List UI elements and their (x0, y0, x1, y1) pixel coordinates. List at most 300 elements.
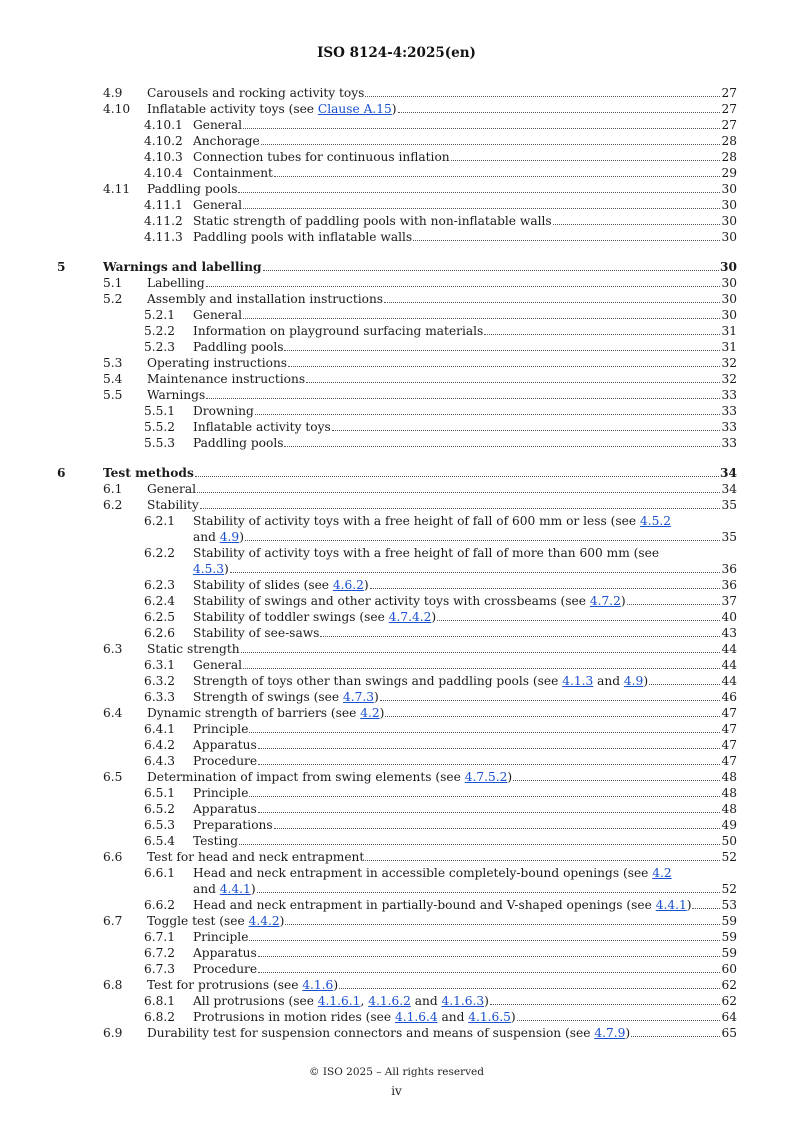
entry-page-number: 59 (721, 914, 737, 928)
entry-page-number: 46 (721, 690, 737, 704)
entry-title (193, 577, 369, 593)
toc-entry[interactable] (103, 929, 737, 945)
entry-page-number: 48 (721, 770, 737, 784)
leader-dots (631, 1035, 720, 1037)
entry-title (193, 625, 319, 641)
entry-title (147, 641, 240, 657)
toc-entry[interactable] (103, 865, 737, 881)
entry-title-continuation (193, 529, 244, 545)
entry-title-text: Warnings (147, 388, 206, 402)
entry-page-number: 53 (721, 898, 737, 912)
entry-page-number: 28 (721, 150, 737, 164)
entry-title (193, 673, 648, 689)
leader-dots (195, 475, 719, 477)
entry-title (193, 993, 489, 1009)
entry-number: 4.9 (103, 86, 123, 100)
entry-title (193, 513, 671, 529)
entry-page-number: 29 (721, 166, 737, 180)
entry-page-number: 30 (721, 182, 737, 196)
entry-title-text: Preparations (193, 818, 273, 832)
entry-title-text: Static strength (147, 642, 240, 656)
leader-dots (380, 699, 721, 701)
leader-dots (370, 587, 721, 589)
entry-number: 6.8.2 (144, 1010, 176, 1024)
toc-entry[interactable] (103, 165, 737, 181)
leader-dots (258, 971, 720, 973)
entry-page-number: 44 (721, 658, 737, 672)
entry-title-text: Strength of toys other than swings and paddling pools (see (193, 674, 563, 688)
toc-entry[interactable] (103, 689, 737, 705)
entry-title (193, 689, 379, 705)
entry-page-number: 34 (720, 466, 737, 480)
toc-entry[interactable] (103, 133, 737, 149)
leader-dots (255, 413, 721, 415)
entry-title (193, 133, 260, 149)
entry-title-text: Paddling pools with inflatable walls (193, 230, 413, 244)
cross-reference-link[interactable]: 4.4.2 (248, 914, 280, 928)
entry-title-text: Procedure (193, 962, 258, 976)
entry-title-text: Stability of toddler swings (see (193, 610, 389, 624)
leader-dots (517, 1019, 721, 1021)
toc-entry[interactable] (103, 1009, 737, 1025)
entry-title (147, 371, 305, 387)
toc-entry[interactable] (103, 961, 737, 977)
entry-number: 5.2.2 (144, 324, 176, 338)
toc-entry[interactable] (103, 1025, 737, 1041)
cross-reference-link[interactable]: 4.1.3 (562, 674, 594, 688)
leader-dots (365, 95, 720, 97)
entry-title-text: Inflatable activity toys (193, 420, 331, 434)
entry-title-text: Head and neck entrapment in partially-bound and V-shaped openings (see (193, 898, 656, 912)
leader-dots (258, 763, 720, 765)
entry-number: 4.10.4 (144, 166, 183, 180)
toc-entry[interactable] (103, 801, 737, 817)
toc-entry[interactable] (103, 673, 737, 689)
leader-dots (243, 317, 720, 319)
leader-dots (627, 603, 721, 605)
entry-page-number: 48 (721, 786, 737, 800)
entry-page-number: 44 (721, 642, 737, 656)
entry-page-number: 40 (721, 610, 737, 624)
entry-title (147, 705, 384, 721)
entry-title-text: Stability of swings and other activity toys with crossbeams (see (193, 594, 590, 608)
toc-entry[interactable] (103, 307, 737, 323)
entry-title (147, 1025, 630, 1041)
toc-entry[interactable] (103, 705, 737, 721)
entry-title (193, 435, 283, 451)
entry-number: 6.5.4 (144, 834, 176, 848)
toc-entry[interactable] (57, 465, 737, 481)
leader-dots (258, 747, 721, 749)
entry-page-number: 49 (721, 818, 737, 832)
entry-number: 4.11.1 (144, 198, 183, 212)
entry-number: 6.5.3 (144, 818, 176, 832)
entry-title (103, 465, 194, 481)
entry-title (193, 801, 257, 817)
cross-reference-link[interactable]: 4.7.4.2 (388, 610, 432, 624)
entry-number: 5 (57, 260, 66, 274)
entry-title-text: Determination of impact from swing elements (see (147, 770, 465, 784)
entry-number: 6.2.5 (144, 610, 176, 624)
entry-title-text: Apparatus (193, 738, 257, 752)
toc-entry[interactable] (103, 117, 737, 133)
toc-entry[interactable] (103, 945, 737, 961)
entry-page-number: 32 (721, 372, 737, 386)
entry-title-text: Assembly and installation instructions (147, 292, 384, 306)
entry-title-text: ) (507, 770, 513, 784)
entry-title (147, 275, 205, 291)
entry-page-number: 47 (721, 722, 737, 736)
entry-number: 6.8.1 (144, 994, 176, 1008)
toc-entry[interactable] (103, 403, 737, 419)
entry-number: 5.2.3 (144, 340, 176, 354)
entry-number: 6.2.3 (144, 578, 176, 592)
leader-dots (553, 223, 721, 225)
entry-page-number: 30 (721, 292, 737, 306)
toc-entry[interactable] (103, 419, 737, 435)
entry-title-text: Drowning (193, 404, 254, 418)
entry-page-number: 27 (721, 86, 737, 100)
toc-entry[interactable] (103, 213, 737, 229)
leader-dots (249, 939, 720, 941)
entry-title (193, 229, 412, 245)
entry-title-text: Labelling (147, 276, 205, 290)
entry-number: 6.1 (103, 482, 123, 496)
entry-title (193, 545, 659, 561)
entry-number: 6.6 (103, 850, 123, 864)
toc-entry[interactable] (103, 181, 737, 197)
toc-entry[interactable] (103, 497, 737, 513)
entry-page-number: 64 (721, 1010, 737, 1024)
cross-reference-link[interactable]: 4.1.6.2 (368, 994, 411, 1008)
toc-entry[interactable] (103, 371, 737, 387)
cross-reference-link[interactable]: 4.4.1 (219, 882, 251, 896)
entry-title-text: Durability test for suspension connectors and means of suspension (see (147, 1026, 595, 1040)
entry-title-text: Stability of see-saws (193, 626, 320, 640)
entry-title-text: Warnings and labelling (103, 260, 262, 274)
leader-dots (261, 143, 721, 145)
entry-page-number: 33 (721, 420, 737, 434)
entry-title-text: Test for head and neck entrapment (147, 850, 365, 864)
toc-entry[interactable] (103, 785, 737, 801)
leader-dots (258, 955, 721, 957)
entry-title (193, 1009, 516, 1025)
entry-number: 6.7 (103, 914, 123, 928)
copyright-notice: © ISO 2025 – All rights reserved (309, 1066, 484, 1078)
leader-dots (385, 715, 720, 717)
toc-entry[interactable] (103, 625, 737, 641)
entry-title (193, 737, 257, 753)
entry-title-text: Test for protrusions (see (147, 978, 303, 992)
entry-title-text: Stability (147, 498, 199, 512)
entry-page-number: 47 (721, 706, 737, 720)
entry-title-text: Testing (193, 834, 239, 848)
entry-title-text: ) (391, 102, 397, 116)
entry-number: 5.5.3 (144, 436, 176, 450)
entry-number: 6.3.1 (144, 658, 176, 672)
toc-entry[interactable] (103, 977, 737, 993)
entry-title (147, 977, 338, 993)
toc-entry[interactable] (103, 545, 737, 561)
entry-title-text: Toggle test (see (147, 914, 249, 928)
entry-title (193, 961, 257, 977)
entry-title (147, 849, 364, 865)
entry-title-text: Procedure (193, 754, 258, 768)
entry-page-number: 44 (721, 674, 737, 688)
toc-entry[interactable] (103, 291, 737, 307)
entry-number: 6.3 (103, 642, 123, 656)
entry-title (147, 181, 237, 197)
cross-reference-link[interactable]: 4.5.2 (639, 514, 671, 528)
entry-number: 4.10.2 (144, 134, 183, 148)
entry-title-text: Carousels and rocking activity toys (147, 86, 365, 100)
entry-title-text: Static strength of paddling pools with non-inflatable walls (193, 214, 552, 228)
entry-title (147, 481, 196, 497)
entry-title (147, 101, 397, 117)
entry-title-text: ) (625, 1026, 631, 1040)
leader-dots (284, 445, 720, 447)
entry-title (193, 897, 691, 913)
entry-title-text: Apparatus (193, 946, 257, 960)
entry-title (147, 497, 199, 513)
entry-page-number: 47 (721, 754, 737, 768)
leader-dots (200, 507, 721, 509)
cross-reference-link[interactable]: 4.9 (623, 674, 644, 688)
toc-entry[interactable] (103, 339, 737, 355)
leader-dots (243, 207, 720, 209)
leader-dots (258, 811, 721, 813)
leader-dots (339, 987, 720, 989)
leader-dots (365, 859, 720, 861)
toc-entry[interactable] (57, 259, 737, 275)
entry-number: 6.4.3 (144, 754, 176, 768)
leader-dots (320, 635, 720, 637)
entry-title (193, 945, 257, 961)
entry-number: 6.2.4 (144, 594, 176, 608)
entry-title-text: Containment (193, 166, 273, 180)
entry-title-text: ) (431, 610, 437, 624)
leader-dots (206, 285, 721, 287)
toc-entry[interactable] (103, 229, 737, 245)
leader-dots (239, 843, 720, 845)
entry-title-text: Information on playground surfacing materials (193, 324, 484, 338)
entry-title-text: General (193, 198, 242, 212)
entry-title (193, 865, 672, 881)
toc-entry[interactable] (103, 481, 737, 497)
toc-entry[interactable] (103, 753, 737, 769)
entry-title-text: ) (686, 898, 692, 912)
entry-title (193, 657, 242, 673)
entry-number: 6.7.3 (144, 962, 176, 976)
cross-reference-link[interactable]: 4.6.2 (332, 578, 364, 592)
leader-dots (384, 301, 720, 303)
entry-title (193, 339, 283, 355)
toc-entry[interactable] (103, 323, 737, 339)
toc-entry[interactable] (103, 817, 737, 833)
cross-reference-link[interactable]: 4.1.6.3 (441, 994, 485, 1008)
entry-title-continuation (193, 881, 256, 897)
entry-number: 6.8 (103, 978, 123, 992)
cross-reference-link[interactable]: 4.1.6.5 (468, 1010, 511, 1024)
toc-entry[interactable] (103, 197, 737, 213)
entry-title (193, 817, 273, 833)
toc-entry[interactable] (103, 435, 737, 451)
toc-entry[interactable] (103, 737, 737, 753)
entry-page-number: 27 (721, 102, 737, 116)
entry-number: 6.2.1 (144, 514, 176, 528)
entry-title-text: and (410, 994, 442, 1008)
entry-number: 4.11.2 (144, 214, 183, 228)
entry-page-number: 28 (721, 134, 737, 148)
entry-number: 6.4.1 (144, 722, 176, 736)
entry-page-number: 30 (721, 198, 737, 212)
toc-entry-continuation (193, 529, 737, 545)
leader-dots (243, 127, 720, 129)
entry-page-number: 59 (721, 946, 737, 960)
entry-number: 6.5.2 (144, 802, 176, 816)
entry-number: 6.3.2 (144, 674, 176, 688)
entry-title-text: ) (484, 994, 489, 1008)
entry-title-text: General (193, 658, 242, 672)
cross-reference-link[interactable]: 4.9 (219, 530, 240, 544)
toc-entry[interactable] (103, 85, 737, 101)
entry-title (147, 291, 383, 307)
toc-entry[interactable] (103, 513, 737, 529)
entry-page-number: 65 (721, 1026, 737, 1040)
toc-entry[interactable] (103, 577, 737, 593)
cross-reference-link[interactable]: 4.2 (652, 866, 672, 880)
entry-number: 5.4 (103, 372, 123, 386)
leader-dots (285, 923, 720, 925)
entry-title-text: , (360, 994, 369, 1008)
entry-title-text: ) (620, 594, 626, 608)
entry-title (147, 913, 284, 929)
entry-number: 4.11 (103, 182, 131, 196)
entry-number: 6.6.2 (144, 898, 176, 912)
entry-page-number: 52 (721, 850, 737, 864)
entry-page-number: 31 (721, 324, 737, 338)
entry-page-number: 48 (721, 802, 737, 816)
cross-reference-link[interactable]: 4.2 (360, 706, 380, 720)
entry-title-text: Strength of swings (see (193, 690, 343, 704)
leader-dots (484, 333, 720, 335)
entry-number: 4.10.3 (144, 150, 183, 164)
cross-reference-link[interactable]: 4.7.9 (594, 1026, 626, 1040)
entry-title-text: General (147, 482, 196, 496)
cross-reference-link[interactable]: 4.4.1 (655, 898, 687, 912)
cross-reference-link[interactable]: 4.7.2 (589, 594, 621, 608)
entry-title-text: Protrusions in motion rides (see (193, 1010, 395, 1024)
entry-page-number: 50 (721, 834, 737, 848)
cross-reference-link[interactable]: 4.7.5.2 (464, 770, 508, 784)
entry-number: 5.5.2 (144, 420, 176, 434)
document-header (0, 45, 793, 61)
toc-entry[interactable] (103, 657, 737, 673)
entry-title-text: Dynamic strength of barriers (see (147, 706, 361, 720)
toc-entry[interactable] (103, 593, 737, 609)
cross-reference-link[interactable]: Clause A.15 (317, 102, 392, 116)
toc-entry[interactable] (103, 769, 737, 785)
toc-entry[interactable] (103, 387, 737, 403)
toc-entry[interactable] (103, 609, 737, 625)
toc-entry[interactable] (103, 897, 737, 913)
entry-number: 6.5.1 (144, 786, 176, 800)
toc-entry[interactable] (103, 913, 737, 929)
entry-title-text: ) (239, 530, 244, 544)
entry-number: 5.3 (103, 356, 123, 370)
cross-reference-link[interactable]: 4.1.6 (302, 978, 334, 992)
entry-title-text: Head and neck entrapment in accessible completely-bound openings (see (193, 866, 653, 880)
toc-entry[interactable] (103, 275, 737, 291)
entry-number: 6.7.1 (144, 930, 176, 944)
cross-reference-link[interactable]: 4.5.3 (193, 562, 225, 576)
entry-title (193, 593, 626, 609)
leader-dots (274, 175, 721, 177)
entry-title-text: Paddling pools (193, 436, 284, 450)
entry-page-number: 30 (721, 276, 737, 290)
toc-entry[interactable] (103, 149, 737, 165)
entry-title-text: Paddling pools (193, 340, 284, 354)
entry-page-number: 32 (721, 356, 737, 370)
entry-page-number: 33 (721, 404, 737, 418)
leader-dots (249, 731, 720, 733)
entry-number: 6.3.3 (144, 690, 176, 704)
entry-title (193, 197, 242, 213)
toc-entry[interactable] (103, 355, 737, 371)
leader-dots (206, 397, 720, 399)
entry-title-text: and (437, 1010, 469, 1024)
leader-dots (197, 491, 720, 493)
entry-title-text: Principle (193, 930, 249, 944)
entry-title-text: All protrusions (see (193, 994, 318, 1008)
toc-entry[interactable] (103, 641, 737, 657)
page-number: iv (391, 1084, 402, 1098)
entry-number: 6.7.2 (144, 946, 176, 960)
entry-number: 5.2.1 (144, 308, 176, 322)
entry-page-number: 30 (721, 214, 737, 228)
cross-reference-link[interactable]: 4.7.3 (342, 690, 374, 704)
leader-dots (513, 779, 720, 781)
entry-page-number: 35 (721, 498, 737, 512)
entry-title-text: ) (250, 882, 256, 896)
leader-dots (230, 571, 721, 573)
leader-dots (398, 111, 721, 113)
entry-title-text: Stability of activity toys with a free height of fall of more than 600 mm (see (193, 546, 660, 560)
entry-title (147, 387, 205, 403)
entry-title-text: and (193, 882, 220, 896)
leader-dots (332, 429, 721, 431)
cross-reference-link[interactable]: 4.1.6.1 (317, 994, 361, 1008)
toc-entry[interactable] (103, 849, 737, 865)
toc-entry[interactable] (103, 101, 737, 117)
entry-number: 4.10.1 (144, 118, 183, 132)
entry-title (193, 307, 242, 323)
entry-page-number: 60 (721, 962, 737, 976)
toc-entry[interactable] (103, 993, 737, 1009)
leader-dots (437, 619, 720, 621)
leader-dots (649, 683, 720, 685)
entry-number: 6.2 (103, 498, 123, 512)
entry-title (193, 149, 450, 165)
entry-title-text: ) (333, 978, 339, 992)
entry-number: 6.4 (103, 706, 123, 720)
toc-entry[interactable] (103, 833, 737, 849)
entry-page-number: 62 (721, 994, 737, 1008)
entry-number: 6.2.6 (144, 626, 176, 640)
cross-reference-link[interactable]: 4.1.6.4 (394, 1010, 438, 1024)
toc-entry[interactable] (103, 721, 737, 737)
entry-title-text: Stability of activity toys with a free height of fall of 600 mm or less (see (193, 514, 640, 528)
